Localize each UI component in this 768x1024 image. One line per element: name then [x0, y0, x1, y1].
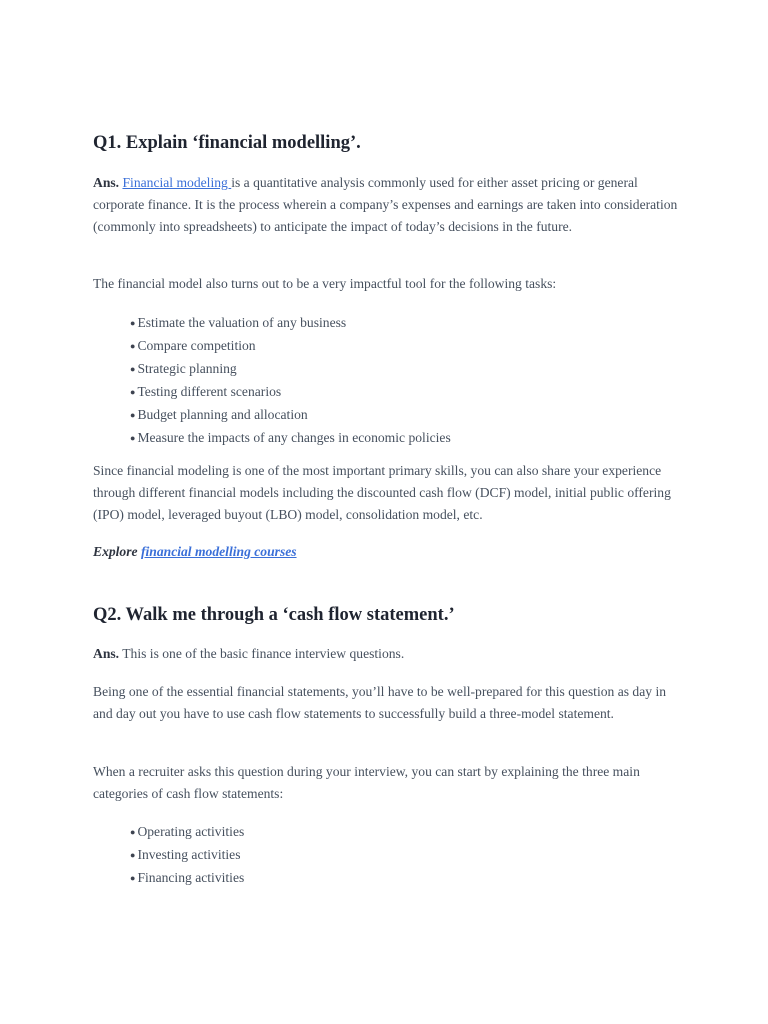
list-item: ● Compare competition [130, 338, 256, 353]
tasks-list [130, 312, 451, 450]
answer-label: Ans. [93, 175, 120, 190]
list-item: ● Investing activities [130, 847, 241, 862]
answer-label: Ans. [93, 646, 120, 661]
question-1-heading: Q1. Explain ‘financial modelling’. [93, 133, 361, 153]
bullet-icon: ● [130, 364, 136, 374]
list-item: ● Operating activities [130, 824, 245, 839]
list-item: ● Testing different scenarios [130, 384, 282, 399]
bullet-icon: ● [130, 873, 136, 883]
list-item: ● Strategic planning [130, 361, 237, 376]
explore-label: Explore [93, 544, 141, 559]
bullet-icon: ● [130, 850, 136, 860]
bullet-icon: ● [130, 318, 136, 328]
financial-modeling-link[interactable]: Financial modeling [122, 175, 232, 190]
financial-modelling-courses-link[interactable]: financial modelling courses [140, 544, 297, 559]
bullet-icon: ● [130, 827, 136, 837]
recruiter-paragraph: When a recruiter asks this question during your interview, you can start by explaining the three main categories of cash flow statements: [93, 764, 640, 801]
list-item: ● Financing activities [130, 870, 245, 885]
bullet-icon: ● [130, 410, 136, 420]
answer-text: is a quantitative analysis commonly used for either asset pricing or general corporate finance. It is the process wherein a company’s expenses and earnings are taken into consideration (commonly into spreadsheets) to anticipate the impact of today’s decisions in the future. [93, 175, 678, 234]
question-2-heading: Q2. Walk me through a ‘cash flow statement.’ [93, 605, 455, 625]
categories-list [130, 821, 244, 890]
bullet-icon: ● [130, 433, 136, 443]
bullet-icon: ● [130, 387, 136, 397]
tasks-intro: The financial model also turns out to be a very impactful tool for the following tasks: [93, 276, 557, 291]
preparation-paragraph: Being one of the essential financial statements, you’ll have to be well-prepared for this question as day in and day out you have to use cash flow statements to successfully build a three-model statement. [93, 684, 667, 721]
answer-text: This is one of the basic finance interview questions. [119, 646, 405, 661]
list-item: ● Budget planning and allocation [130, 407, 308, 422]
explore-courses [93, 541, 683, 563]
question-2-answer [93, 643, 683, 665]
skills-paragraph: Since financial modeling is one of the most important primary skills, you can also share your experience through different financial models including the discounted cash flow (DCF) model, initial public offering (IPO) model, leveraged buyout (LBO) model, consolidation model, etc. [93, 463, 671, 522]
bullet-icon: ● [130, 341, 136, 351]
list-item: ● Estimate the valuation of any business [130, 315, 347, 330]
question-1-answer [93, 172, 683, 238]
list-item: ● Measure the impacts of any changes in economic policies [130, 430, 451, 445]
